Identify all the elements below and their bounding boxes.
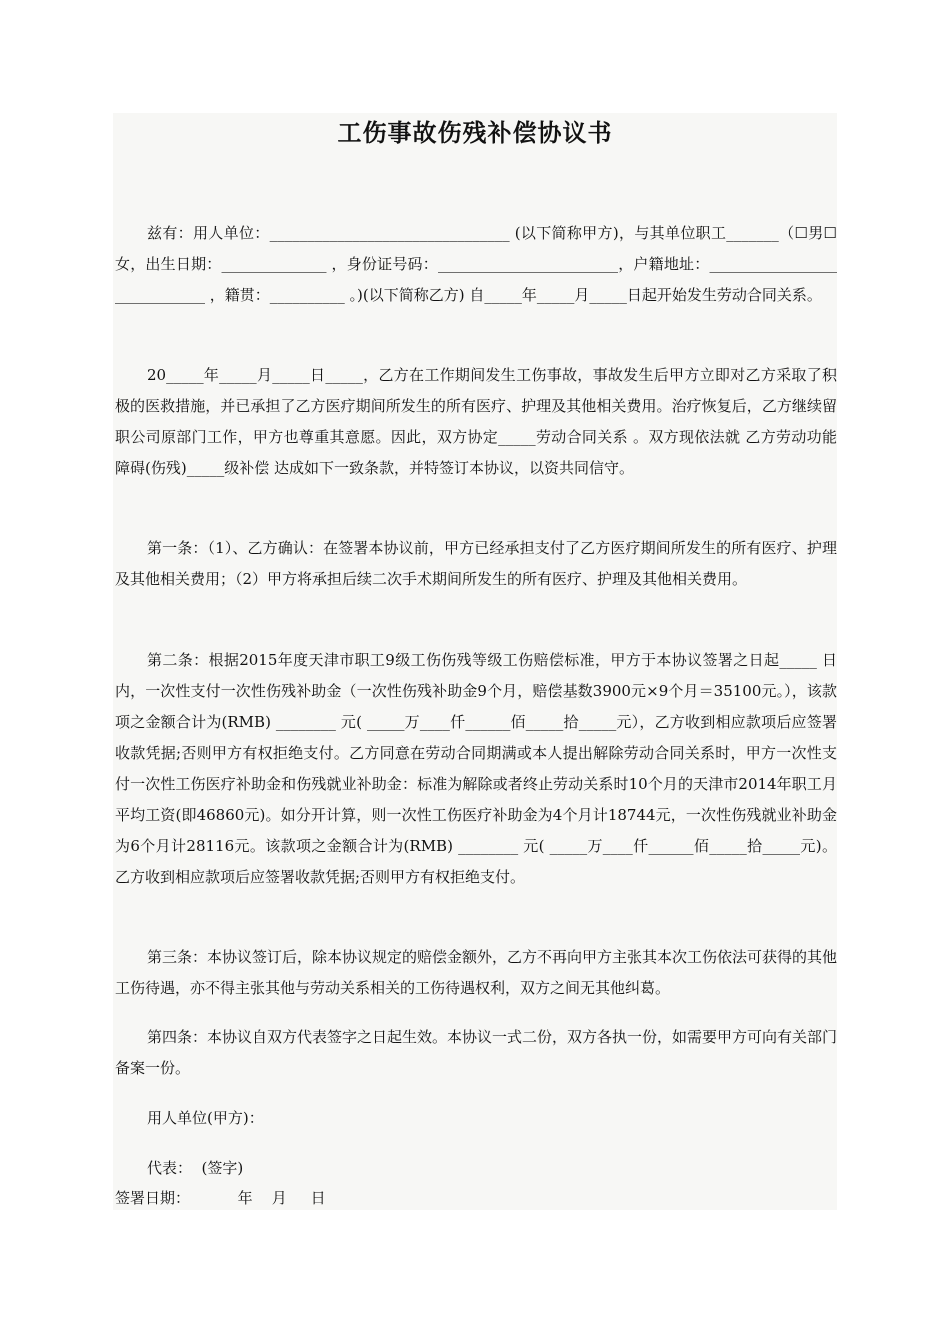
- document-title: 工伤事故伤残补偿协议书: [337, 118, 613, 147]
- intro-paragraph: 兹有：用人单位：________________________________ (以下简称甲方)，与其单位职工_______（☐男☐女，出生日期：______________ ，身份证号码：________________________，户籍地址：_____________________________ ，籍贯：__________ 。)(以下简称乙方) 自_____年_____月_____日起开始发生劳动合同关系。: [115, 224, 837, 304]
- signing-date-label: 签署日期： 年 月 日: [115, 1189, 326, 1207]
- article-4-paragraph: 第四条：本协议自双方代表签字之日起生效。本协议一式二份，双方各执一份，如需要甲方可向有关部门备案一份。: [115, 1028, 838, 1077]
- representative-signature-label: 代表： (签字): [147, 1159, 244, 1177]
- article-3-paragraph: 第三条：本协议签订后，除本协议规定的赔偿金额外，乙方不再向甲方主张其本次工伤依法可获得的其他工伤待遇，亦不得主张其他与劳动关系相关的工伤待遇权利，双方之间无其他纠葛。: [115, 948, 838, 997]
- employer-signature-label: 用人单位(甲方)：: [147, 1109, 264, 1127]
- article-2-paragraph: 第二条：根据2015年度天津市职工9级工伤伤残等级工伤赔偿标准，甲方于本协议签署之日起_____ 日内，一次性支付一次性伤残补助金（一次性伤残补助金9个月，赔偿基数3900元×9个月＝35100元。），该款项之金额合计为(RMB) ________ 元( _____万____仟______佰_____拾_____元），乙方收到相应款项后应签署收款凭据;否则甲方有权拒绝支付。乙方同意在劳动合同期满或本人提出解除劳动合同关系时，甲方一次性支付一次性工伤医疗补助金和伤残就业补助金：标准为解除或者终止劳动关系时10个月的天津市2014年职工月平均工资(即46860元)。如分开计算，则一次性工伤医疗补助金为4个月计18744元，一次性伤残就业补助金为6个月计28116元。该款项之金额合计为(RMB) ________ 元( _____万____仟______佰_____拾_____元)。乙方收到相应款项后应签署收款凭据;否则甲方有权拒绝支付。: [115, 651, 837, 886]
- article-1-paragraph: 第一条：（1）、乙方确认：在签署本协议前，甲方已经承担支付了乙方医疗期间所发生的所有医疗、护理及其他相关费用；（2）甲方将承担后续二次手术期间所发生的所有医疗、护理及其他相关费用。: [115, 539, 837, 588]
- incident-paragraph: 20_____年_____月_____日_____，乙方在工作期间发生工伤事故，事故发生后甲方立即对乙方采取了积极的医救措施，并已承担了乙方医疗期间所发生的所有医疗、护理及其他相关费用。治疗恢复后，乙方继续留职公司原部门工作，甲方也尊重其意愿。因此，双方协定_____劳动合同关系 。双方现依法就 乙方劳动功能障碍(伤残)_____级补偿 达成如下一致条款，并特签订本协议，以资共同信守。: [115, 366, 837, 477]
